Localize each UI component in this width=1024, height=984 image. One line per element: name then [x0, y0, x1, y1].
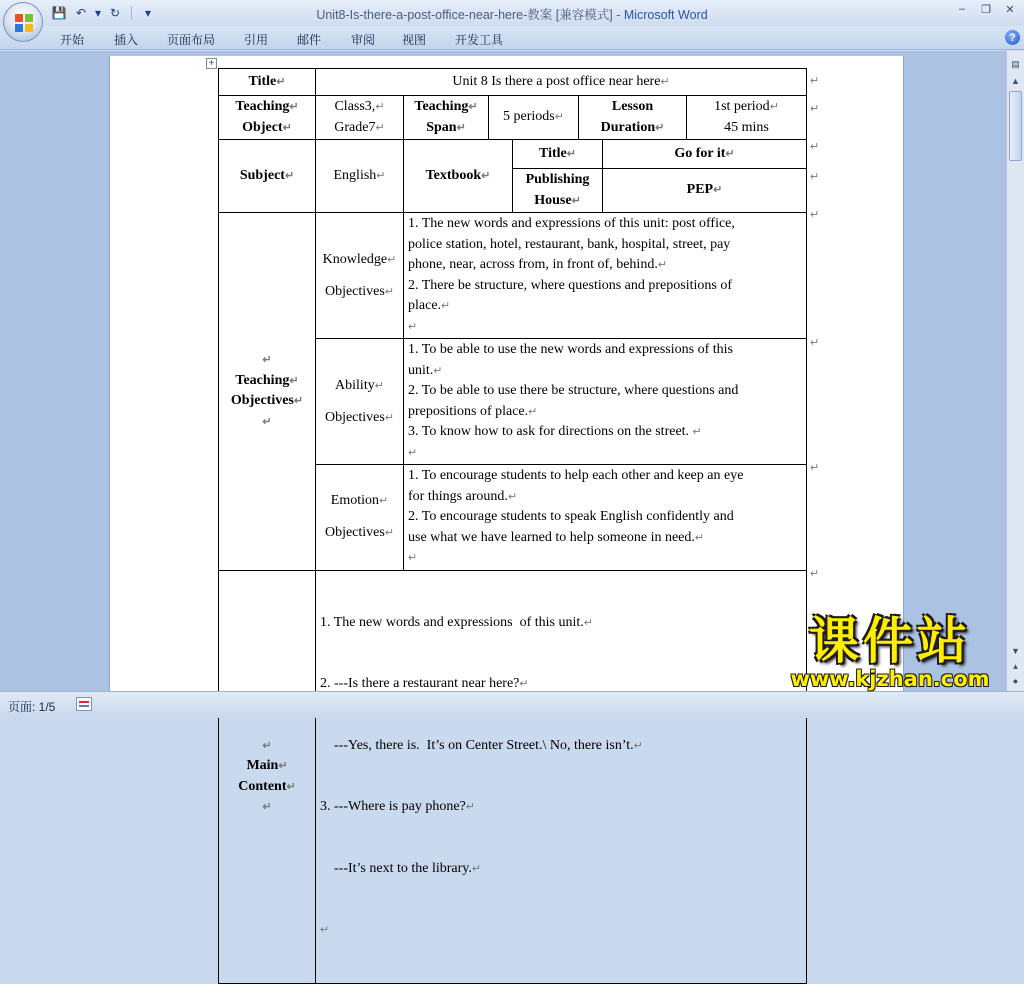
- table-row: [219, 69, 807, 96]
- teaching-object-label-cell: Teaching↵ Object↵: [219, 96, 316, 140]
- ruler-toggle-icon[interactable]: ▤: [1011, 59, 1020, 69]
- knowledge-objectives-content-cell: [404, 213, 807, 339]
- window-title: Unit8-Is-there-a-post-office-near-here-教案 [兼容模式] - Microsoft Word: [316, 8, 708, 22]
- teaching-objectives-label-cell: ↵ Teaching↵ Objectives↵ ↵: [219, 213, 316, 571]
- proofing-icon[interactable]: [76, 697, 92, 711]
- knowledge-line: 1. The new words and expressions of this unit: post office,: [408, 216, 735, 231]
- tab-review[interactable]: 审阅: [351, 33, 376, 47]
- knowledge-line: police station, hotel, restaurant, bank, hospital, street, pay: [408, 236, 731, 252]
- save-icon[interactable]: 💾: [51, 6, 67, 20]
- table-row: [219, 96, 807, 140]
- main-content-line: ---Yes, there is. It’s on Center Street.\ No, there isn’t.↵: [320, 737, 643, 753]
- window-controls: [954, 2, 1018, 16]
- title-bar: [0, 0, 1024, 26]
- previous-page-icon[interactable]: ▴: [1013, 661, 1018, 671]
- toolbar-divider: [131, 6, 132, 20]
- document-name: Unit8-Is-there-a-post-office-near-here-教案 [兼容模式]: [316, 8, 613, 22]
- ability-line: unit.↵: [408, 362, 443, 378]
- help-icon[interactable]: ?: [1005, 30, 1020, 45]
- paragraph-mark: ↵: [320, 924, 330, 936]
- restore-button[interactable]: ❐: [981, 3, 991, 16]
- tab-developer[interactable]: 开发工具: [455, 33, 504, 47]
- office-logo-icon: [13, 12, 35, 34]
- page-indicator[interactable]: 页面: 1/5: [8, 700, 56, 714]
- ability-objectives-content-cell: [404, 339, 807, 465]
- tab-view[interactable]: 视图: [402, 33, 427, 47]
- paragraph-mark: ↵: [408, 320, 418, 333]
- ribbon-tabs: [0, 26, 1024, 50]
- tab-mailings[interactable]: 邮件: [297, 33, 322, 47]
- publishing-house-value-cell: PEP↵: [603, 169, 807, 213]
- quick-access-toolbar: [50, 3, 157, 23]
- title-label-cell: Title↵: [219, 69, 316, 96]
- teaching-span-label-cell: Teaching↵ Span↵: [404, 96, 489, 140]
- table-move-handle-icon[interactable]: +: [206, 58, 217, 69]
- undo-icon[interactable]: ↶: [75, 6, 87, 20]
- subject-value-cell: English↵: [316, 140, 404, 213]
- lesson-plan-table: [218, 68, 807, 984]
- scroll-down-icon[interactable]: ▼: [1011, 645, 1020, 656]
- main-content-line: 1. The new words and expressions of this unit.↵: [320, 614, 593, 630]
- watermark-text: 课件站: [809, 612, 971, 670]
- redo-icon[interactable]: ↻: [109, 6, 121, 20]
- row-end-mark: ↵: [810, 462, 820, 474]
- textbook-label-cell: Textbook↵: [404, 140, 513, 213]
- ability-line: 1. To be able to use the new words and expressions of this: [408, 342, 733, 357]
- row-end-mark: ↵: [810, 75, 820, 87]
- paragraph-mark: ↵: [408, 446, 418, 459]
- row-end-mark: ↵: [810, 103, 820, 115]
- app-name: Microsoft Word: [623, 8, 708, 22]
- main-content-line: 2. ---Is there a restaurant near here?↵: [320, 676, 529, 691]
- office-button[interactable]: [3, 2, 43, 42]
- table-row: [219, 140, 807, 169]
- tab-insert[interactable]: 插入: [114, 33, 139, 47]
- textbook-title-value-cell: Go for it↵: [603, 140, 807, 169]
- watermark-url: www.kjzhan.com: [790, 667, 990, 691]
- row-end-mark: ↵: [810, 568, 820, 580]
- emotion-objectives-content-cell: [404, 465, 807, 571]
- main-content-cell: [316, 570, 807, 983]
- table-row: [219, 213, 807, 339]
- ability-objectives-label-cell: Ability↵ Objectives↵: [316, 339, 404, 465]
- main-content-line: 3. ---Where is pay phone?↵: [320, 799, 475, 814]
- knowledge-objectives-label-cell: Knowledge↵ Objectives↵: [316, 213, 404, 339]
- emotion-objectives-label-cell: Emotion↵ Objectives↵: [316, 465, 404, 571]
- status-bar: [0, 691, 1024, 718]
- teaching-span-value-cell: 5 periods↵: [489, 96, 579, 140]
- tab-home[interactable]: 开始: [60, 33, 85, 47]
- main-content-label-cell: ↵ Main↵ Content↵ ↵: [219, 570, 316, 983]
- minimize-button[interactable]: –: [958, 3, 966, 15]
- close-button[interactable]: ✕: [1005, 3, 1015, 16]
- knowledge-line: place.↵: [408, 298, 451, 313]
- teaching-object-value-cell: Class3,↵ Grade7↵: [316, 96, 404, 140]
- watermark-logo: [770, 613, 1010, 693]
- ability-line: 2. To be able to use there be structure, where questions and: [408, 383, 739, 398]
- emotion-line: 2. To encourage students to speak English confidently and: [408, 509, 734, 524]
- knowledge-line: phone, near, across from, in front of, behind.↵: [408, 257, 668, 272]
- paragraph-mark: ↵: [408, 552, 418, 564]
- emotion-line: for things around.↵: [408, 488, 518, 504]
- tab-references[interactable]: 引用: [244, 33, 269, 47]
- subject-label-cell: Subject↵: [219, 140, 316, 213]
- main-content-line: ---It’s next to the library.↵: [320, 860, 482, 876]
- textbook-title-label-cell: Title↵: [513, 140, 603, 169]
- row-end-mark: ↵: [810, 337, 820, 349]
- scrollbar-thumb[interactable]: [1009, 91, 1022, 161]
- lesson-duration-value-cell: 1st period↵ 45 mins: [687, 96, 807, 140]
- ability-line: prepositions of place.↵: [408, 403, 538, 419]
- customize-toolbar-icon[interactable]: ▾: [144, 6, 152, 20]
- knowledge-line: 2. There be structure, where questions and prepositions of: [408, 277, 732, 293]
- scroll-up-icon[interactable]: ▲: [1011, 75, 1020, 86]
- emotion-line: 1. To encourage students to help each other and keep an eye: [408, 468, 744, 483]
- undo-dropdown-icon[interactable]: ▾: [94, 6, 102, 20]
- tab-page-layout[interactable]: 页面布局: [167, 33, 216, 47]
- vertical-scrollbar[interactable]: [1006, 51, 1024, 691]
- ability-line: 3. To know how to ask for directions on the street. ↵: [408, 424, 702, 439]
- row-end-mark: ↵: [810, 209, 820, 221]
- emotion-line: use what we have learned to help someone in need.↵: [408, 529, 705, 545]
- row-end-mark: ↵: [810, 141, 820, 153]
- lesson-duration-label-cell: Lesson Duration↵: [579, 96, 687, 140]
- publishing-house-label-cell: Publishing House↵: [513, 169, 603, 213]
- title-value-cell: Unit 8 Is there a post office near here↵: [316, 69, 807, 96]
- browse-object-icon[interactable]: ●: [1012, 675, 1019, 686]
- table-row: [219, 570, 807, 983]
- row-end-mark: ↵: [810, 171, 820, 183]
